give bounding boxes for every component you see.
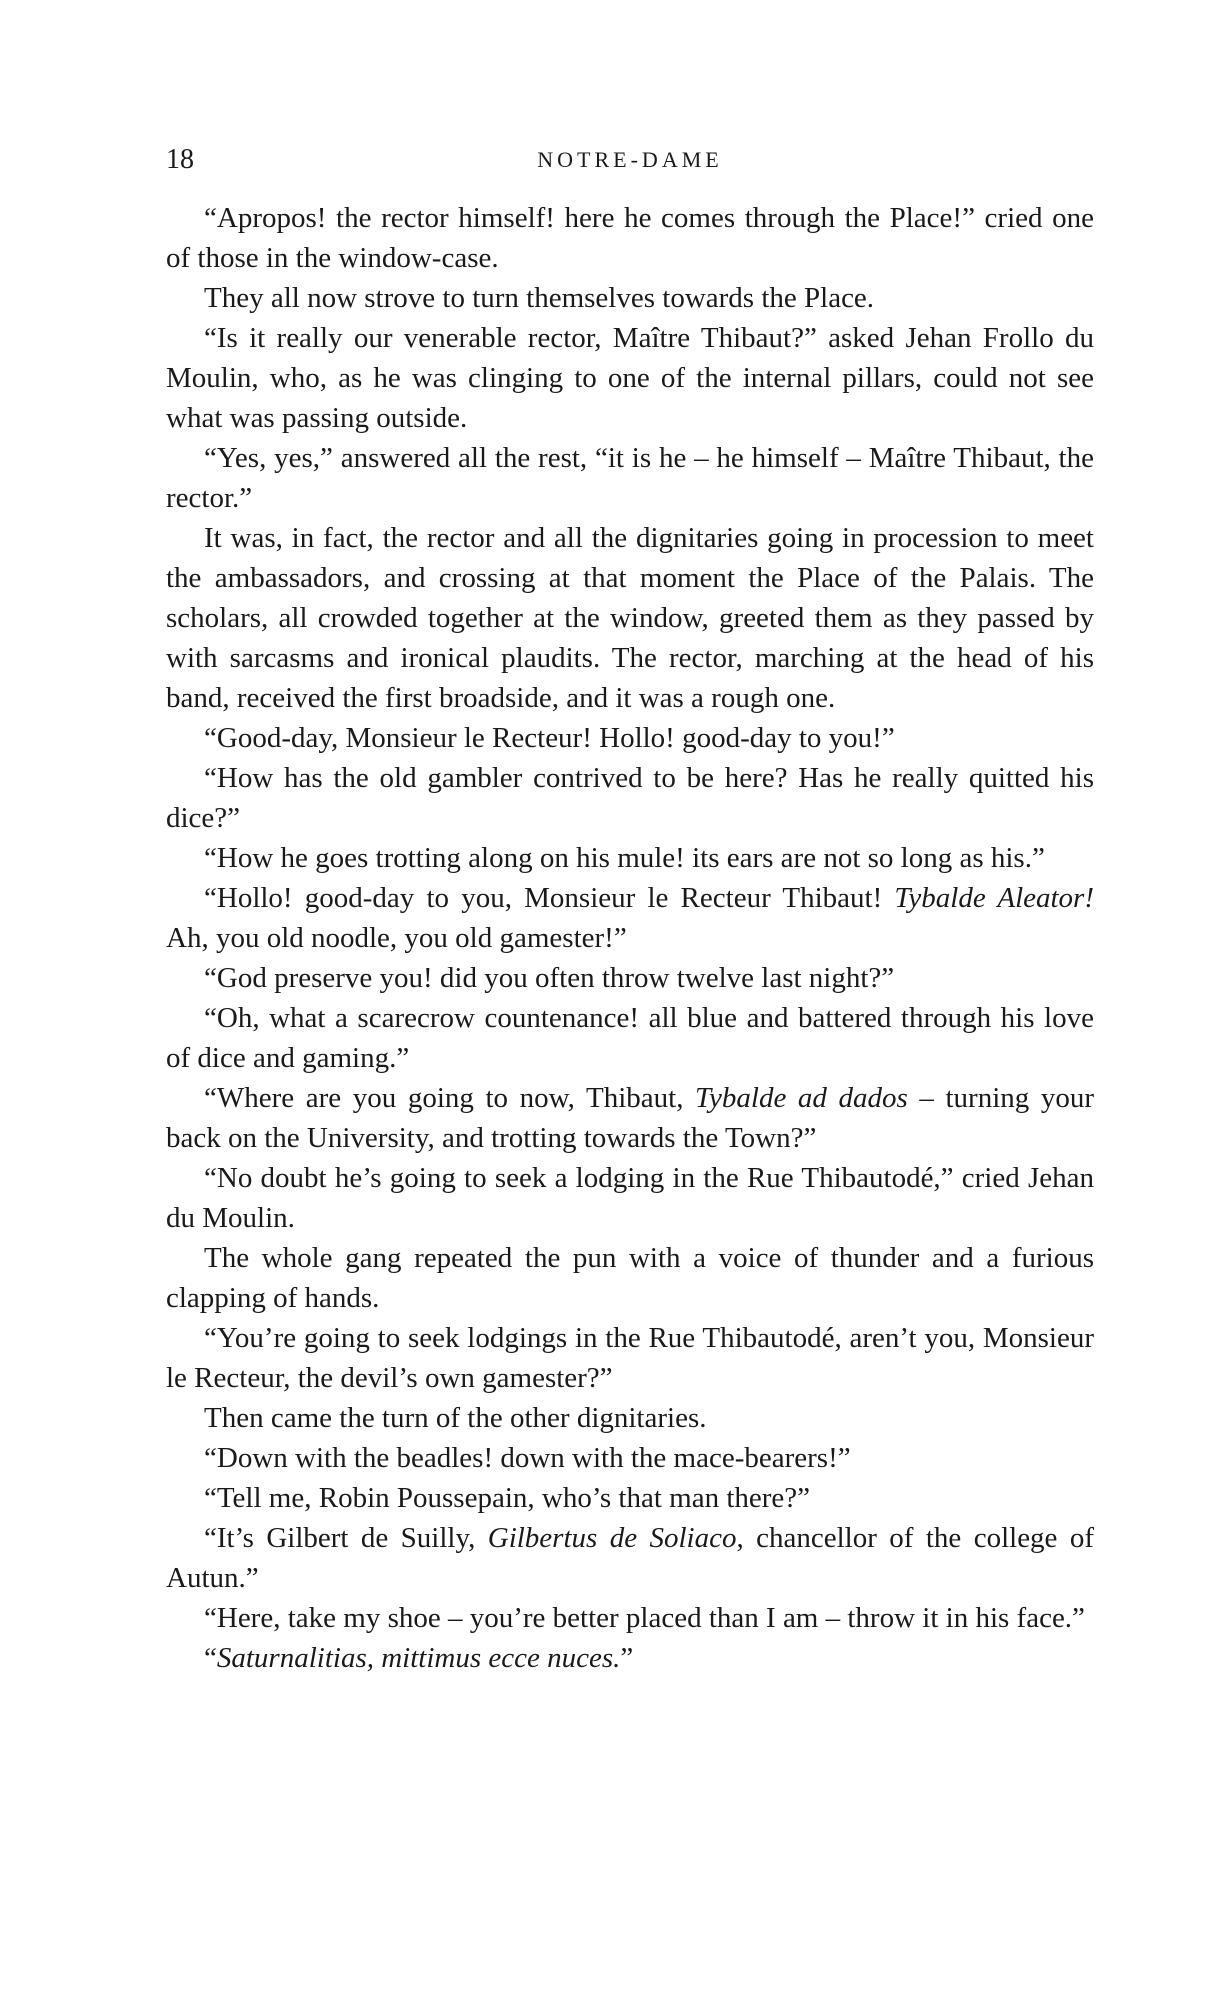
- italic-text: Tybalde ad dados: [695, 1082, 908, 1114]
- text-run: “How he goes trotting along on his mule! its ears are not so long as his.”: [204, 842, 1045, 874]
- italic-text: Saturnalitias, mittimus ecce nuces.: [216, 1642, 621, 1674]
- paragraph: [166, 1438, 1094, 1478]
- text-run: “Is it really our venerable rector, Maître Thibaut?” asked Jehan Frollo du Moulin, who, as he was clinging to one of the internal pillars, could not see what was passing outside.: [166, 322, 1094, 434]
- paragraph: [166, 718, 1094, 758]
- text-run: , chancellor of the college of Autun.”: [166, 1522, 1094, 1594]
- text-run: “Apropos! the rector himself! here he comes through the Place!” cried one of those in the window-case.: [166, 202, 1094, 274]
- text-run: “Down with the beadles! down with the mace-bearers!”: [204, 1442, 851, 1474]
- italic-text: Tybalde Aleator!: [894, 882, 1094, 914]
- text-run: “How has the old gambler contrived to be here? Has he really quitted his dice?”: [166, 762, 1094, 834]
- text-run: “Oh, what a scarecrow countenance! all blue and battered through his love of dice and gaming.”: [166, 1002, 1094, 1074]
- paragraph: [166, 838, 1094, 878]
- text-run: “Yes, yes,” answered all the rest, “it is he – he himself – Maître Thibaut, the rector.”: [166, 442, 1094, 514]
- body-text: [166, 198, 1094, 1678]
- paragraph: [166, 1078, 1094, 1158]
- text-run: “It’s Gilbert de Suilly,: [204, 1522, 488, 1554]
- paragraph: [166, 758, 1094, 838]
- paragraph: [166, 438, 1094, 518]
- paragraph: [166, 1158, 1094, 1238]
- text-run: Ah, you old noodle, you old gamester!”: [166, 922, 627, 954]
- page-number: 18: [166, 144, 194, 175]
- text-run: They all now strove to turn themselves towards the Place.: [204, 282, 875, 314]
- paragraph: [166, 1598, 1094, 1638]
- paragraph: [166, 198, 1094, 278]
- paragraph: [166, 518, 1094, 718]
- paragraph: [166, 998, 1094, 1078]
- text-run: Then came the turn of the other dignitaries.: [204, 1402, 707, 1434]
- paragraph: [166, 318, 1094, 438]
- paragraph: [166, 1638, 1094, 1678]
- paragraph: [166, 1398, 1094, 1438]
- text-run: “: [204, 1642, 217, 1674]
- paragraph: [166, 1238, 1094, 1318]
- paragraph: [166, 1318, 1094, 1398]
- text-run: “You’re going to seek lodgings in the Rue Thibautodé, aren’t you, Monsieur le Recteur, the devil’s own gamester?”: [166, 1322, 1094, 1394]
- italic-text: Gilbertus de Soliaco: [487, 1522, 737, 1554]
- page-header: [166, 140, 1094, 180]
- paragraph: [166, 1518, 1094, 1598]
- text-run: “No doubt he’s going to seek a lodging in the Rue Thibautodé,” cried Jehan du Moulin.: [166, 1162, 1094, 1234]
- text-run: The whole gang repeated the pun with a voice of thunder and a furious clapping of hands.: [166, 1242, 1094, 1314]
- paragraph: [166, 958, 1094, 998]
- running-head: NOTRE-DAME: [537, 147, 723, 172]
- text-run: “Here, take my shoe – you’re better placed than I am – throw it in his face.”: [204, 1602, 1085, 1634]
- text-run: “Hollo! good-day to you, Monsieur le Recteur Thibaut!: [204, 882, 895, 914]
- text-run: “God preserve you! did you often throw twelve last night?”: [204, 962, 895, 994]
- text-run: – turning your back on the University, and trotting towards the Town?”: [166, 1082, 1094, 1154]
- text-run: ”: [620, 1642, 634, 1674]
- paragraph: [166, 1478, 1094, 1518]
- text-run: “Good-day, Monsieur le Recteur! Hollo! good-day to you!”: [204, 722, 895, 754]
- paragraph: [166, 878, 1094, 958]
- text-run: It was, in fact, the rector and all the dignitaries going in procession to meet the ambassadors, and crossing at that moment the Place of the Palais. The scholars, all crowded together at the window, greeted them as they passed by with sarcasms and ironical plaudits. The rector, marching at the head of his band, received the first broadside, and it was a rough one.: [166, 522, 1094, 714]
- paragraph: [166, 278, 1094, 318]
- text-run: “Where are you going to now, Thibaut,: [204, 1082, 696, 1114]
- text-run: “Tell me, Robin Poussepain, who’s that man there?”: [204, 1482, 811, 1514]
